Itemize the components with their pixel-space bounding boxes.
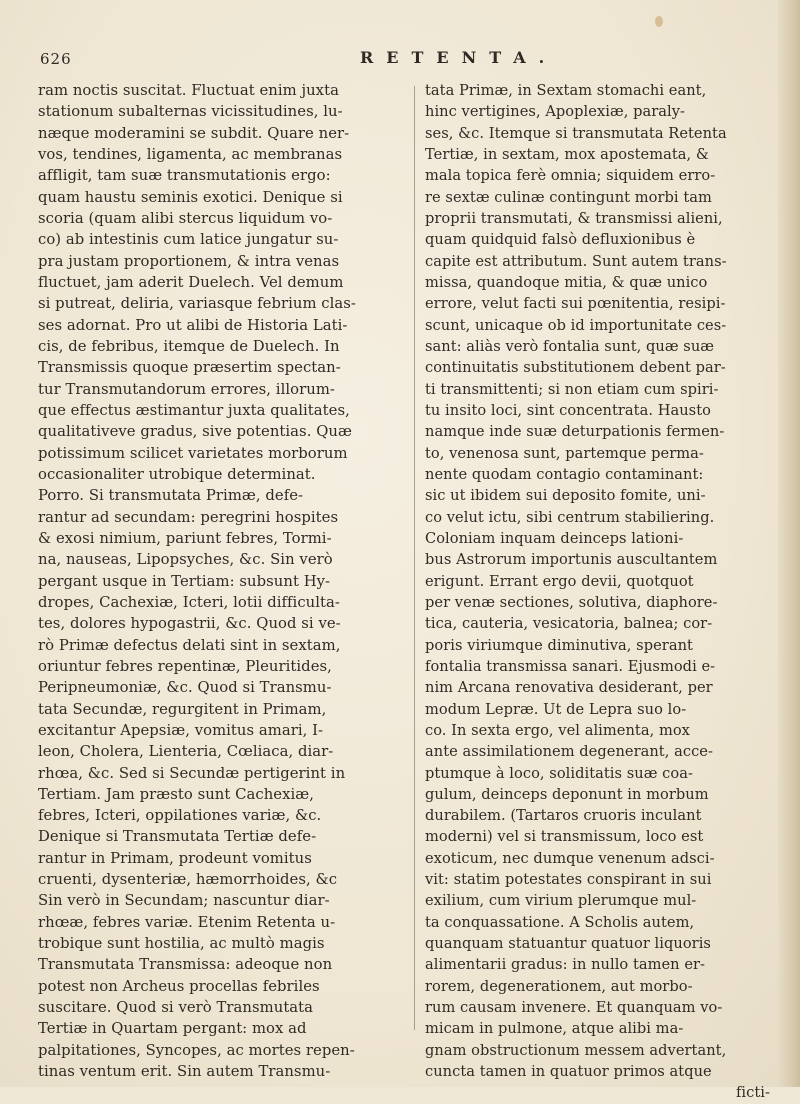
- text-line: ante assimilationem degenerant, acce-: [425, 743, 713, 761]
- text-line: tur Transmutandorum errores, illorum-: [38, 380, 335, 398]
- text-line: tes, dolores hypogastrii, &c. Quod si ve-: [38, 615, 341, 633]
- text-line: tica, cauteria, vesicatoria, balnea; cor-: [425, 615, 713, 633]
- running-head: RETENTA.: [360, 48, 558, 67]
- text-line: bus Astrorum importunis auscultantem: [425, 551, 718, 569]
- text-line: ses adornat. Pro ut alibi de Historia Lati-: [38, 316, 348, 334]
- column-divider-rule: [414, 86, 415, 1030]
- page-number: 626: [40, 50, 72, 68]
- text-line: gulum, deinceps deponunt in morbum: [425, 785, 709, 803]
- text-line: palpitationes, Syncopes, ac mortes repen-: [38, 1041, 355, 1059]
- text-line: Transmutata Transmissa: adeoque non: [38, 956, 333, 974]
- text-line: per venæ sectiones, solutiva, diaphore-: [425, 593, 718, 611]
- text-line: tata Secundæ, regurgitent in Primam,: [38, 700, 327, 718]
- text-line: rorem, degenerationem, aut morbo-: [425, 977, 693, 995]
- text-line: nente quodam contagio contaminant:: [425, 465, 704, 483]
- text-line: excitantur Apepsiæ, vomitus amari, I-: [38, 721, 324, 739]
- text-line: rum causam invenere. Et quanquam vo-: [425, 999, 723, 1017]
- text-line: proprii transmutati, & transmissi alieni,: [425, 209, 723, 227]
- text-line: co. In sexta ergo, vel alimenta, mox: [425, 721, 690, 739]
- text-line: ta conquassatione. A Scholis autem,: [425, 913, 695, 931]
- text-line: ptumque à loco, soliditatis suæ coa-: [425, 764, 693, 782]
- text-line: Coloniam inquam deinceps lationi-: [425, 529, 684, 547]
- text-line: rhœa, &c. Sed si Secundæ pertigerint in: [38, 764, 346, 782]
- text-line: vit: statim potestates conspirant in sui: [425, 871, 712, 889]
- text-line: si putreat, deliria, variasque febrium clas-: [38, 295, 356, 313]
- text-line: quam quidquid falsò defluxionibus è: [425, 231, 696, 249]
- left-text-column: [38, 80, 396, 1082]
- text-line: ses, &c. Itemque si transmutata Retenta: [425, 124, 727, 142]
- text-line: scunt, unicaque ob id importunitate ces-: [425, 316, 727, 334]
- text-line: mala topica ferè omnia; siquidem erro-: [425, 167, 716, 185]
- page-edge-shadow: [778, 0, 800, 1087]
- text-line: oriuntur febres repentinæ, Pleuritides,: [38, 657, 332, 675]
- text-line: durabilem. (Tartaros cruoris inculant: [425, 807, 702, 825]
- text-line: errore, velut facti sui pœnitentia, resipi-: [425, 295, 726, 313]
- text-line: Tertiam. Jam præsto sunt Cachexiæ,: [38, 785, 314, 803]
- text-line: rantur ad secundam: peregrini hospites: [38, 508, 339, 526]
- text-line: cruenti, dysenteriæ, hæmorrhoides, &c: [38, 871, 338, 889]
- text-line: modum Lepræ. Ut de Lepra suo lo-: [425, 700, 687, 718]
- text-line: sic ut ibidem sui deposito fomite, uni-: [425, 487, 706, 505]
- text-line: erigunt. Errant ergo devii, quotquot: [425, 572, 694, 590]
- text-line: rhœæ, febres variæ. Etenim Retenta u-: [38, 913, 336, 931]
- text-line: continuitatis substitutionem debent par-: [425, 359, 726, 377]
- text-line: nim Arcana renovativa desiderant, per: [425, 679, 713, 697]
- text-line: quanquam statuantur quatuor liquoris: [425, 935, 711, 953]
- text-line: pergant usque in Tertiam: subsunt Hy-: [38, 572, 331, 590]
- text-line: qualitativeve gradus, sive potentias. Quæ: [38, 423, 352, 441]
- text-line: ficti-: [735, 1084, 770, 1102]
- text-line: re sextæ culinæ contingunt morbi tam: [425, 188, 712, 206]
- text-line: alimentarii gradus: in nullo tamen er-: [425, 956, 706, 974]
- text-line: co) ab intestinis cum latice jungatur su-: [38, 231, 339, 249]
- text-line: exoticum, nec dumque venenum adsci-: [425, 849, 715, 867]
- text-line: trobique sunt hostilia, ac multò magis: [38, 935, 325, 953]
- text-line: potissimum scilicet varietates morborum: [38, 444, 348, 462]
- page-header: [38, 38, 758, 78]
- text-line: vos, tendines, ligamenta, ac membranas: [38, 145, 343, 163]
- text-line: fontalia transmissa sanari. Ejusmodi e-: [425, 657, 716, 675]
- text-line: & exosi nimium, pariunt febres, Tormi-: [38, 529, 332, 547]
- text-line: rò Primæ defectus delati sint in sextam,: [38, 636, 341, 654]
- text-line: co velut ictu, sibi centrum stabiliering.: [425, 508, 715, 526]
- text-line: capite est attributum. Sunt autem trans-: [425, 252, 727, 270]
- text-line: dropes, Cachexiæ, Icteri, lotii difficulta-: [38, 593, 340, 611]
- text-line: næque moderamini se subdit. Quare ner-: [38, 124, 350, 142]
- text-line: suscitare. Quod si verò Transmutata: [38, 999, 314, 1017]
- text-line: Porro. Si transmutata Primæ, defe-: [38, 487, 304, 505]
- text-line: hinc vertigines, Apoplexiæ, paraly-: [425, 103, 685, 121]
- text-line: scoria (quam alibi stercus liquidum vo-: [38, 209, 333, 227]
- text-line: Denique si Transmutata Tertiæ defe-: [38, 828, 317, 846]
- text-line: tata Primæ, in Sextam stomachi eant,: [425, 82, 707, 99]
- text-line: exilium, cum virium plerumque mul-: [425, 892, 697, 910]
- text-line: tu insito loci, sint concentrata. Hausto: [425, 401, 711, 419]
- text-line: Tertiæ, in sextam, mox apostemata, &: [425, 145, 709, 163]
- text-line: pra justam proportionem, & intra venas: [38, 252, 340, 270]
- text-line: Peripneumoniæ, &c. Quod si Transmu-: [38, 679, 332, 697]
- text-line: namque inde suæ deturpationis fermen-: [425, 423, 725, 441]
- text-line: moderni) vel si transmissum, loco est: [425, 828, 704, 846]
- text-line: rantur in Primam, prodeunt vomitus: [38, 849, 312, 867]
- text-line: potest non Archeus procellas febriles: [38, 977, 320, 995]
- text-line: Tertiæ in Quartam pergant: mox ad: [38, 1020, 307, 1038]
- text-line: febres, Icteri, oppilationes variæ, &c.: [38, 807, 322, 825]
- text-line: Sin verò in Secundam; nascuntur diar-: [38, 892, 330, 910]
- text-line: cuncta tamen in quatuor primos atque: [425, 1063, 712, 1081]
- text-line: ram noctis suscitat. Fluctuat enim juxta: [38, 82, 339, 99]
- text-line: micam in pulmone, atque alibi ma-: [425, 1020, 684, 1038]
- text-line: na, nauseas, Lipopsyches, &c. Sin verò: [38, 551, 333, 569]
- text-line: occasionaliter utrobique determinat.: [38, 465, 316, 483]
- text-line: Transmissis quoque præsertim spectan-: [38, 359, 341, 377]
- text-line: cis, de febribus, itemque de Duelech. In: [38, 337, 340, 355]
- ink-stain: [655, 16, 663, 27]
- text-line: gnam obstructionum messem advertant,: [425, 1041, 727, 1059]
- text-line: tinas ventum erit. Sin autem Transmu-: [38, 1063, 331, 1081]
- text-line: sant: aliàs verò fontalia sunt, quæ suæ: [425, 337, 715, 355]
- text-line: stationum subalternas vicissitudines, lu-: [38, 103, 343, 121]
- text-line: poris viriumque diminutiva, sperant: [425, 636, 693, 654]
- text-line: que effectus æstimantur juxta qualitates,: [38, 401, 350, 419]
- text-line: affligit, tam suæ transmutationis ergo:: [38, 167, 331, 185]
- text-line: ti transmittenti; si non etiam cum spiri-: [425, 380, 719, 398]
- text-line: to, venenosa sunt, partemque perma-: [425, 444, 704, 462]
- right-text-column: [425, 80, 770, 1104]
- text-line: leon, Cholera, Lienteria, Cœliaca, diar-: [38, 743, 334, 761]
- text-line: missa, quandoque mitia, & quæ unico: [425, 273, 708, 291]
- text-line: fluctuet, jam aderit Duelech. Vel demum: [38, 273, 344, 291]
- text-line: quam haustu seminis exotici. Denique si: [38, 188, 343, 206]
